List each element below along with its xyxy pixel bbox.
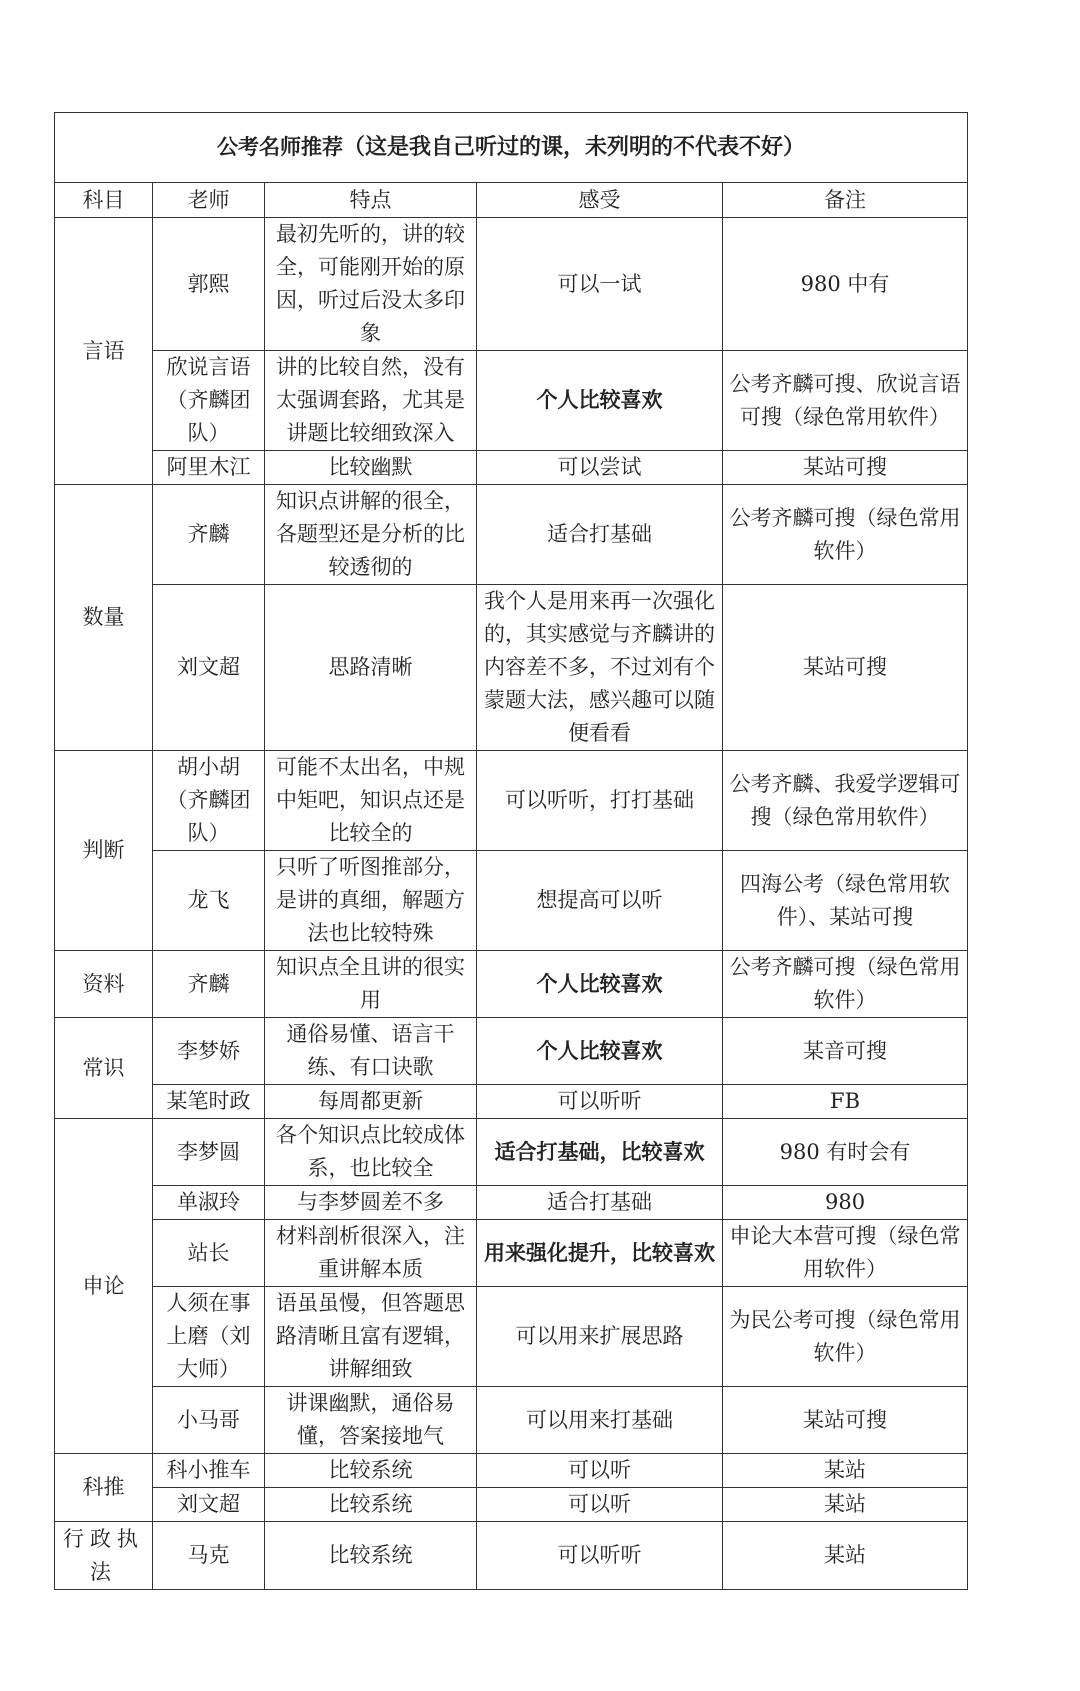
feature-cell: 讲的比较自然，没有太强调套路，尤其是讲题比较细致深入	[265, 351, 477, 451]
teacher-cell: 龙飞	[153, 851, 265, 951]
feeling-cell: 个人比较喜欢	[477, 951, 723, 1018]
feature-cell: 比较幽默	[265, 451, 477, 485]
note-cell: 申论大本营可搜（绿色常用软件）	[723, 1220, 968, 1287]
title-text: 公考名师推荐	[217, 135, 344, 159]
table-row	[55, 218, 968, 351]
teacher-cell: 胡小胡（齐麟团队）	[153, 751, 265, 851]
teacher-cell: 李梦圆	[153, 1119, 265, 1186]
feature-cell: 知识点讲解的很全，各题型还是分析的比较透彻的	[265, 485, 477, 585]
feeling-cell: 可以听	[477, 1454, 723, 1488]
teacher-cell: 欣说言语（齐麟团队）	[153, 351, 265, 451]
subtitle-text: （这是我自己听过的课，未列明的不代表不好）	[343, 135, 806, 160]
table-row	[55, 451, 968, 485]
feeling-cell: 适合打基础	[477, 485, 723, 585]
table-row	[55, 585, 968, 751]
subject-cell: 常识	[55, 1018, 153, 1119]
table-row	[55, 1220, 968, 1287]
table-row	[55, 1085, 968, 1119]
feature-cell: 知识点全且讲的很实用	[265, 951, 477, 1018]
feeling-cell: 个人比较喜欢	[477, 1018, 723, 1085]
table-row	[55, 951, 968, 1018]
note-cell: 980 中有	[723, 218, 968, 351]
header-teacher: 老师	[153, 183, 265, 218]
header-feature: 特点	[265, 183, 477, 218]
teacher-cell: 刘文超	[153, 1488, 265, 1522]
table-row	[55, 1522, 968, 1590]
feature-cell: 比较系统	[265, 1488, 477, 1522]
teacher-cell: 郭熙	[153, 218, 265, 351]
feature-cell: 只听了听图推部分，是讲的真细，解题方法也比较特殊	[265, 851, 477, 951]
teacher-cell: 站长	[153, 1220, 265, 1287]
note-cell: 公考齐麟可搜（绿色常用软件）	[723, 485, 968, 585]
feeling-cell: 我个人是用来再一次强化的，其实感觉与齐麟讲的内容差不多，不过刘有个蒙题大法，感兴趣可以随便看看	[477, 585, 723, 751]
feeling-cell: 可以尝试	[477, 451, 723, 485]
feeling-cell: 可以听听	[477, 1085, 723, 1119]
subject-cell: 科推	[55, 1454, 153, 1522]
table-row	[55, 751, 968, 851]
note-cell: 某站	[723, 1522, 968, 1590]
feeling-cell: 可以听听，打打基础	[477, 751, 723, 851]
teacher-cell: 小马哥	[153, 1387, 265, 1454]
teacher-cell: 齐麟	[153, 485, 265, 585]
header-subject: 科目	[55, 183, 153, 218]
subject-cell: 判断	[55, 751, 153, 951]
note-cell: FB	[723, 1085, 968, 1119]
feature-cell: 可能不太出名，中规中矩吧，知识点还是比较全的	[265, 751, 477, 851]
subject-cell: 言语	[55, 218, 153, 485]
table-row	[55, 1488, 968, 1522]
feeling-cell: 可以听	[477, 1488, 723, 1522]
feeling-cell: 想提高可以听	[477, 851, 723, 951]
table-row	[55, 1186, 968, 1220]
note-cell: 980	[723, 1186, 968, 1220]
teacher-recommendation-table	[54, 112, 968, 1590]
subject-cell: 数量	[55, 485, 153, 751]
teacher-cell: 某笔时政	[153, 1085, 265, 1119]
feeling-cell: 用来强化提升，比较喜欢	[477, 1220, 723, 1287]
teacher-cell: 马克	[153, 1522, 265, 1590]
header-row	[55, 183, 968, 218]
table-title	[55, 113, 968, 183]
note-cell: 某音可搜	[723, 1018, 968, 1085]
feature-cell: 每周都更新	[265, 1085, 477, 1119]
table-row	[55, 1119, 968, 1186]
note-cell: 某站	[723, 1488, 968, 1522]
note-cell: 某站可搜	[723, 585, 968, 751]
table-row	[55, 485, 968, 585]
note-cell: 四海公考（绿色常用软件）、某站可搜	[723, 851, 968, 951]
note-cell: 某站可搜	[723, 451, 968, 485]
subject-cell: 资料	[55, 951, 153, 1018]
subject-cell: 申论	[55, 1119, 153, 1454]
feeling-cell: 可以听听	[477, 1522, 723, 1590]
feeling-cell: 适合打基础，比较喜欢	[477, 1119, 723, 1186]
feature-cell: 与李梦圆差不多	[265, 1186, 477, 1220]
note-cell: 980 有时会有	[723, 1119, 968, 1186]
note-cell: 公考齐麟、我爱学逻辑可搜（绿色常用软件）	[723, 751, 968, 851]
feeling-cell: 可以用来扩展思路	[477, 1287, 723, 1387]
feature-cell: 各个知识点比较成体系，也比较全	[265, 1119, 477, 1186]
feeling-cell: 可以用来打基础	[477, 1387, 723, 1454]
table-row	[55, 351, 968, 451]
teacher-cell: 阿里木江	[153, 451, 265, 485]
subject-cell: 行政执法	[55, 1522, 153, 1590]
feature-cell: 通俗易懂、语言干练、有口诀歌	[265, 1018, 477, 1085]
header-feeling: 感受	[477, 183, 723, 218]
table-row	[55, 851, 968, 951]
feature-cell: 比较系统	[265, 1454, 477, 1488]
teacher-cell: 科小推车	[153, 1454, 265, 1488]
feeling-cell: 适合打基础	[477, 1186, 723, 1220]
note-cell: 某站可搜	[723, 1387, 968, 1454]
feeling-cell: 个人比较喜欢	[477, 351, 723, 451]
table-row	[55, 1287, 968, 1387]
feature-cell: 最初先听的，讲的较全，可能刚开始的原因，听过后没太多印象	[265, 218, 477, 351]
feature-cell: 比较系统	[265, 1522, 477, 1590]
teacher-cell: 单淑玲	[153, 1186, 265, 1220]
table-row	[55, 1387, 968, 1454]
feature-cell: 讲课幽默，通俗易懂，答案接地气	[265, 1387, 477, 1454]
note-cell: 公考齐麟可搜（绿色常用软件）	[723, 951, 968, 1018]
feeling-cell: 可以一试	[477, 218, 723, 351]
feature-cell: 思路清晰	[265, 585, 477, 751]
teacher-cell: 刘文超	[153, 585, 265, 751]
note-cell: 为民公考可搜（绿色常用软件）	[723, 1287, 968, 1387]
teacher-cell: 齐麟	[153, 951, 265, 1018]
teacher-cell: 李梦娇	[153, 1018, 265, 1085]
note-cell: 某站	[723, 1454, 968, 1488]
table-row	[55, 1454, 968, 1488]
table-row	[55, 1018, 968, 1085]
feature-cell: 语虽虽慢，但答题思路清晰且富有逻辑，讲解细致	[265, 1287, 477, 1387]
header-note: 备注	[723, 183, 968, 218]
feature-cell: 材料剖析很深入，注重讲解本质	[265, 1220, 477, 1287]
teacher-cell: 人须在事上磨（刘大师）	[153, 1287, 265, 1387]
note-cell: 公考齐麟可搜、欣说言语可搜（绿色常用软件）	[723, 351, 968, 451]
